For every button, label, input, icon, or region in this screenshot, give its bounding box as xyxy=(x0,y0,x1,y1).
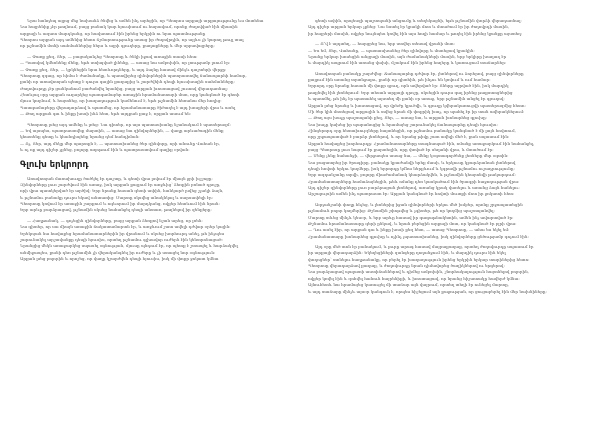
text-line: և պատմել, թե ինչ էր պատահել այստեղ մի քանի օր առաջ, երբ թշնամին անցել էր գյուղով: xyxy=(308,96,505,102)
text-line: Պետրոսը կռվում էր առաջին շարքում և ոգևորում իր մարդկանց, ովքեր հետևում էին նրան: xyxy=(20,201,220,206)
right-column xyxy=(308,18,580,414)
text-line: բայց Պետրոսը լուռ նայում էր քարտեզին, որը փռված էր սեղանի վրա, և մտածում էր: xyxy=(308,146,494,152)
text-line: կհատենք գետը և կհանդիպենք նրանց դեմ հանդիման: xyxy=(20,134,140,140)
text-line: Արքան լսեց բոլորին և որոշեց, որ վաղը կշարժվեն դեպի հյուսիս, իսկ մի փոքր ջոկատ կմնա xyxy=(20,255,219,261)
text-line: — Դու ասել էիր, որ արքան գա և ինքը խոսի քեզ հետ, — ասաց Պետրոսը, — ահա ես եկել եմ: xyxy=(308,227,510,233)
text-line: Երբ արևը բարձրացավ, թշնամին սկսեց նահանջել դեպի անտառ, թողնելով իր զենքերը: xyxy=(20,207,212,213)
text-line: Նա բարձրացավ պալատի աստիճաններով և դիմեց ամբոխին, շնորհակալություն հայտնելով բոլորին, xyxy=(308,269,529,275)
text-line: Պետրոսը վերադարձավ քաղաք, և ժողովուրդը նրան դիմավորեց ծաղիկներով ու երգերով: xyxy=(308,263,505,269)
text-line: Երեկոյան նա հավաքեց հրամանատարներին իր վրանում և սկսեց խորհուրդ անել, թե ինչպես xyxy=(20,230,225,236)
text-line: Նա խաչը կախեց իր պարանոցից և հրամայեց շարունակել ճանապարհը դեպի հյուսիս: xyxy=(308,121,498,127)
text-line: Հրամանատարը խոնարհեց գլուխը և ոչինչ չպատասխանեց, իսկ զինվորները ցնծությամբ գոչում էին: xyxy=(308,233,529,239)
text-line: Արքան լսեց նրանց և խոստացավ, որ վրեժը կլուծվի, և գյուղը կվերակառուցվի պատերազմից հետո: xyxy=(308,102,526,108)
paragraph-gap xyxy=(20,153,292,156)
text-line: Թշնամու հրամանատարը գերի ընկավ, և նրան բերեցին արքայի մոտ, որ կանգնած էր բլրի վրա: xyxy=(308,220,517,226)
text-line: — Ո՞վ է այդտեղ, — հարցրեց նա, երբ ստվեր տեսավ վրանի մոտ: xyxy=(315,41,455,47)
text-line: Պետրոսը լսեց այդ ամենը և լռեց: Նա գիտեր, որ այս պատասխանը նշանակում է պատերազմ: xyxy=(27,121,231,127)
paragraph-gap xyxy=(308,37,580,40)
text-line: Զինվորները լուռ շարժվում էին առաջ, իսկ արքան քայլում էր առջևից՝ ձեռքին բռնած դրոշը, xyxy=(20,181,221,187)
text-line: Նրա հանդեպ այլոց մեջ նախանձ ծնվեց և ամեն ինչ արեցին, որ Պետրոս արքայի արքայությունը ևս մոտենա xyxy=(27,18,264,23)
text-line: — Ես եմ, Տեր, Վահանը, — պատասխանեց ծեր զինվորը և մոտեցավ կրակին: xyxy=(308,47,475,53)
text-line: թաքնվել էին լեռներում: Երբ տեսան արքայի դրոշը, սկսեցին դուրս գալ իրենց թաքստոցներից xyxy=(308,89,513,95)
text-line: Ժողովուրդը չէր ցանկանում բաժանվել նրանից, բայց արքան խոստացավ շուտով վերադառնալ: xyxy=(20,85,228,91)
paragraph-gap xyxy=(308,295,580,298)
text-line: որի վրա պատկերված էր արծիվ: Երբ նրանք հասան գետի ափին, հանկարծ լսվեց շչակի ձայն, xyxy=(20,188,224,194)
text-line: — Թող այս խաչը պաշտպանի քեզ, Տեր, — ասաց նա, և արքան խոնարհեց գլուխը: xyxy=(308,115,488,121)
text-line: Այդ օրը մեծ տոն էր բանակում, և լուրը արագ հասավ մայրաքաղաք, որտեղ ժողովուրդը սպասում էր xyxy=(315,244,534,250)
paragraph-gap xyxy=(308,240,580,243)
text-line: Հետևյալ օրը արքան ուղարկեց պատգամաբեր առաջին հրամանատարի մոտ, որը կանգնած էր գետի xyxy=(20,91,240,97)
text-line: — Փառք քեզ, Տեր, — բացականչեց Պետրոսը և ծնկի իջավ առաջին տասի հետ: xyxy=(27,53,198,59)
text-line: իր հայրերի մասին, ովքեր նույնպես կռվել էին այս հողի համար և թողել էին իրենց կյանքը այստեղ: xyxy=(308,30,523,36)
text-line: ովքեր կռվել էին և զոհվել հանուն հայրենիքի, և խոստացավ, որ նրանց հիշատակը հավերժ կմնա: xyxy=(308,275,520,281)
text-line: — Ոչ, Տեր, այդ մեկը մեր պարտքն է, — պատասխանեց ծեր զինվորը, որի անունը Վահան էր, xyxy=(20,140,221,146)
text-line: որը շրջապատված է բարձր լեռներով, և որ նրանց թիվը շատ ավելի մեծ է, քան սպասում էին: xyxy=(308,134,510,140)
text-line: Առավոտյան մառախուղը ծածկել էր դաշտը, և գետի վրա լսվում էր միայն ջրի խշշոցը: xyxy=(27,175,213,181)
text-line: — Մենք չենք նահանջի, — վերջապես ասաց նա, — մենք կօգտագործենք լեռները մեր օգտին: xyxy=(308,153,509,159)
text-line: իր արքայի վերադարձին: Եկեղեցիների զանգերը ղողանջում էին, և մարդիկ դուրս էին եկել xyxy=(308,250,506,256)
text-line: — Հաղթանակ, — գոչեցին զինվորները, բայց արքան ձեռքով նշան արեց, որ լռեն: xyxy=(27,217,203,223)
text-line: որ թշնամին մտնի սահմաններից ներս և այրի գյուղերը, քաղաքները և մեր սրբավայրերը: xyxy=(20,43,215,49)
text-line: դեպի հովտի երկու կողմերը, իսկ երրորդը կմնա ներքևում և կգրավի թշնամու ուշադրությունը: xyxy=(308,165,515,171)
text-line: անմիջապես, քանի դեռ թշնամին չի վերականգնել իր ուժերը և չի ստացել նոր օգնություն: xyxy=(20,249,216,255)
text-line: Երբ ազդանշանը տրվի, բոլորը միաժամանակ կհարձակվեն, և թշնամին կհայտնվի թակարդում: xyxy=(308,172,516,178)
text-line: փողոցներ՝ տոնելու հաղթանակը, որ բերել էր խաղաղություն իրենց երկրին երկար տարիներից հետո: xyxy=(308,256,530,262)
paragraph-gap xyxy=(20,50,292,53)
paragraph-gap xyxy=(308,67,580,70)
text-line: Մարտը տևեց մինչև կեսօր, և երբ արևը հասավ իր գագաթնակետին, ամեն ինչ ավարտված էր: xyxy=(308,214,514,220)
text-line: Առավոտյան բանակը շարժվեց: Ճանապարհը դժվար էր, լեռներով ու ձորերով, բայց զինվորները xyxy=(315,70,524,76)
text-line: Նա հայրենիք չէր թողնում, բայց բանակ կար հյուսիսում ու հարավում, որոնք ժողովված էին միասին xyxy=(20,24,238,30)
text-line: շարունակել արշավանքը դեպի հյուսիս, որտեղ թշնամու գլխավոր ուժերն էին կենտրոնացած: xyxy=(20,236,223,242)
text-line: Այնուհետև նա հրամայեց կառուցել մի տաճար այն վայրում, որտեղ տեղի էր ունեցել մարտը, xyxy=(308,282,509,288)
text-line: Այդ գիշեր արքան երկար չքնեց: Նա նստել էր կրակի մոտ և մտածում էր իր ժողովրդի մասին, xyxy=(308,24,510,30)
text-line: Մի ծեր կին մոտեցավ արքային և տվեց նրան մի փոքրիկ խաչ, որ պահել էր իր տան ավերակներում: xyxy=(308,108,525,114)
text-line: Նրանք երկար խոսեցին անցյալի մասին, այն ժամանակների մասին, երբ երկիրը խաղաղ էր xyxy=(308,53,507,59)
text-line: Պատգամաբերը վերադարձավ և պատմեց, որ հրամանատարը ծիծաղել է այդ խոսքերի վրա և ասել xyxy=(20,104,236,110)
paragraph-gap xyxy=(20,117,292,120)
text-line: և թշնամու բանակը դուրս եկավ անտառից: Մարտը սկսվեց անակնկալ և սարսափելի էր: xyxy=(20,194,214,200)
text-line: և մարդիկ ապրում էին առանց վախի, մշակում էին իրենց հողերը և կառուցում տաճարներ: xyxy=(308,60,507,66)
text-line: Արքան հավաքեց խորհուրդը: Հրամանատարները տագնապած էին, ոմանք առաջարկում էին նահանջել, xyxy=(308,140,535,146)
text-line: Նա գիտեր, որ սա միայն առաջին ճակատամարտն էր, և առջևում շատ ավելի դժվար օրեր կային: xyxy=(20,224,231,230)
text-line: — Եվ այսպես, պատրաստվեք մարտին, — ասաց նա զինվորներին, — վաղը արևածագին մենք xyxy=(20,127,224,133)
text-line: Նա բացատրեց իր ծրագիրը. բանակը կբաժանվի երեք մասի, և երկուսը կբարձրանան լեռներով xyxy=(308,159,516,165)
text-line: Պետրոսը զգաց, որ հիմա է ժամանակը, և պատվիրեց զինվորներին պատրաստվել ճանապարհի համար, xyxy=(20,72,247,78)
paragraph-gap xyxy=(20,262,292,265)
text-line: թշնամուն բոլոր կողմերից: Թշնամին շփոթվեց և չգիտեր, թե որ կողմից պաշտպանվել: xyxy=(308,208,495,214)
paragraph-gap xyxy=(20,214,292,217)
left-column xyxy=(20,18,292,414)
text-line: Երրորդ օրը նրանք հասան մի փոքր գյուղ, որն ավերված էր: Տները այրված էին, իսկ մարդիկ xyxy=(308,83,509,89)
text-line: արքայի և ազատ մարդկանց, որ հավատում էին իրենց երկրին ու նրա պատմությանը xyxy=(20,30,206,36)
text-line: Հինգերորդ օրը հետախույզները հայտնեցին, որ թշնամու բանակը կանգնած է մի լայն հովտում, xyxy=(308,127,516,133)
text-line: գետի ափին, որպեսզի պաշտպանի անցումը և տեղեկացնի, եթե թշնամին փորձի վերադառնալ: xyxy=(315,18,522,23)
text-line: քանի որ առավոտյան պետք է դուրս գային քաղաքից և շարժվեին դեպի հյուսիսային սահմանները: xyxy=(20,79,235,85)
text-line: Նրանցից մեկն առաջարկեց սպասել օգնության, մյուսը պնդում էր, որ պետք է շտապել և հարձակվել xyxy=(20,243,238,249)
paragraph-gap xyxy=(308,198,580,201)
text-line: Ազդանշանի փողը հնչեց, և լեռներից իջան զինվորների երկու մեծ խմբեր, որոնք շրջապատեցին xyxy=(315,201,523,207)
text-line: և այդ տաճարը մինչև այսօր կանգուն է, որպես հիշեցում այն քաջության, որ ցուցաբերել էին մեր նախնիները: xyxy=(308,288,547,294)
text-line: քայլում էին առանց տրտնջալու, քանի որ գիտեին, թե ինչու են կռվում և ում համար: xyxy=(308,77,491,83)
chapter-heading: Գլուխ երկրորդ xyxy=(20,160,89,171)
text-line: Արշալույսին ամեն ինչ պատրաստ էր: Արքան կանգնած էր հովտի մուտքի մոտ իր ջոկատի հետ: xyxy=(308,191,515,197)
text-line: — Թող արքան գա և ինքը խոսի ինձ հետ, եթե այդքան քաջ է, որքան ասում են: xyxy=(20,111,192,116)
text-line: — Պատվով կմեռնենք մենք, եթե ստիպված լինենք, — ասաց նա ամբոխին, որ լռությամբ լսում էր: xyxy=(20,60,231,66)
text-line: Հրամանատարները համաձայնեցին, թեև ոմանք դեռ կասկածում էին ծրագրի հաջողության վրա: xyxy=(308,178,520,184)
text-line: մյուս կողմում, և հայտնեց, որ խաղաղություն կամենում է, եթե թշնամին հեռանա մեր հողից: xyxy=(20,98,222,104)
text-line: և ոչ ոք այդ գիշեր չքնեց, բոլորը աղոթում էին և պատրաստվում գալիք օրվան: xyxy=(20,146,190,152)
text-line: — Փառք քեզ, Տեր, — կրկնեցին նրա հետևորդները, և այդ ձայնը հասավ մինչև դաշտերի վերջը: xyxy=(20,66,227,72)
text-line: Պետրոս արքան այդ ամենից հետո ճշմարտությունը ասաց իր ժողովրդին, որ այլևս չի կարող թույլ տալ xyxy=(20,37,244,43)
text-line: Այդ գիշեր զինվորները լուռ բարձրացան լեռներով, առանց կրակ վառելու և առանց ձայն հանելու: xyxy=(308,184,520,190)
